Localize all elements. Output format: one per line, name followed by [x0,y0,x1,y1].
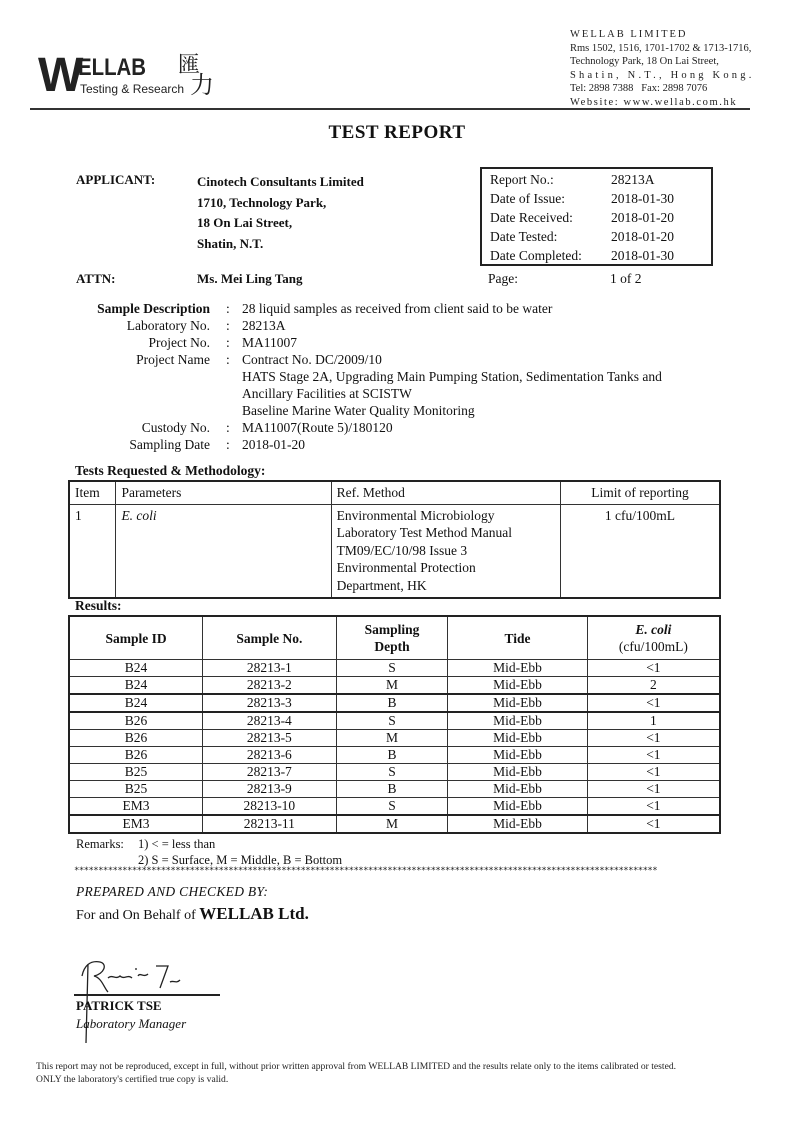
sampling-depth: M [336,730,448,747]
date-tested-value: 2018-01-20 [611,229,674,244]
logo-chinese-2: 力 [190,73,214,99]
sample-no: 28213-11 [203,815,337,833]
sampling-depth: S [336,660,448,677]
sampling-depth: M [336,815,448,833]
col-item: Item [69,481,116,504]
ecoli-count: <1 [587,730,720,747]
company-address-3: Shatin, N.T., Hong Kong. [570,69,755,81]
sample-no: 28213-1 [203,660,337,677]
sample-details [0,300,794,460]
sample-id: B26 [69,747,203,764]
date-of-issue-value: 2018-01-30 [611,191,674,206]
footer-line-2: ONLY the laboratory's certified true copy is valid. [36,1074,229,1085]
company-address-1: Rms 1502, 1516, 1701-1702 & 1713-1716, [570,42,752,54]
tide: Mid-Ebb [448,694,587,712]
applicant-line: 18 On Lai Street, [197,215,293,230]
detail-colon: : [226,318,230,333]
sampling-depth: B [336,747,448,764]
results-row [69,712,720,730]
separator-stars: ************************************************************************************************************************* [74,866,658,876]
page-number: 1 of 2 [610,271,642,286]
tide: Mid-Ebb [448,730,587,747]
logo-brand: ELLAB [78,54,146,81]
report-info-box [480,167,713,266]
sample-id: B25 [69,781,203,798]
tide: Mid-Ebb [448,677,587,695]
limit-of-reporting: 1 cfu/100mL [560,504,720,598]
date-completed-label: Date Completed: [490,248,582,263]
tests-row [69,504,720,598]
logo-tagline: Testing & Research [80,82,185,96]
detail-label: Laboratory No. [126,318,210,333]
sample-id: B24 [69,660,203,677]
sample-no: 28213-9 [203,781,337,798]
logo-chinese-1: 匯 [178,52,201,77]
parameter: E. coli [116,504,331,598]
detail-label: Project No. [148,335,210,350]
applicant-label: APPLICANT: [76,172,156,187]
sampling-depth: B [336,694,448,712]
ecoli-count: <1 [587,798,720,816]
results-row [69,764,720,781]
results-header-row [69,616,720,660]
detail-value: MA11007 [242,335,298,350]
tide: Mid-Ebb [448,815,587,833]
sample-id: B26 [69,712,203,730]
results-row [69,660,720,677]
ecoli-count: <1 [587,781,720,798]
prepared-by-label: PREPARED AND CHECKED BY: [76,884,269,899]
detail-colon: : [226,335,230,350]
col-ecoli [587,616,720,660]
method-line: TM09/EC/10/98 Issue 3 [336,542,468,558]
sample-id: B26 [69,730,203,747]
signer-name: PATRICK TSE [76,998,162,1013]
report-no-label: Report No.: [490,172,554,187]
method-line: Laboratory Test Method Manual [336,525,513,540]
sample-no: 28213-10 [203,798,337,816]
remarks [76,836,343,867]
sample-id: EM3 [69,798,203,816]
detail-value: Contract No. DC/2009/10 [242,352,382,367]
col-sampling-depth [336,616,448,660]
company-name: WELLAB LIMITED [570,29,688,40]
date-received-value: 2018-01-20 [611,210,674,225]
col-limit: Limit of reporting [560,481,720,504]
ecoli-count: <1 [587,660,720,677]
detail-value: 28213A [242,318,286,333]
results-row [69,781,720,798]
sample-no: 28213-3 [203,694,337,712]
page-label: Page: [488,271,518,286]
behalf-company: WELLAB Ltd. [199,904,309,923]
col-ecoli-line-2: (cfu/100mL) [618,639,688,654]
remark-item: 2) S = Surface, M = Middle, B = Bottom [138,853,343,867]
detail-colon: : [226,301,230,316]
company-website: Website: www.wellab.com.hk [570,96,738,108]
sampling-depth: S [336,712,448,730]
detail-colon: : [226,420,230,435]
date-received-label: Date Received: [490,210,573,225]
sampling-depth: B [336,781,448,798]
remarks-label: Remarks: [76,837,124,851]
sample-no: 28213-5 [203,730,337,747]
date-tested-label: Date Tested: [490,229,558,244]
results-row [69,798,720,816]
detail-value: MA11007(Route 5)/180120 [242,420,393,435]
company-address-block [570,28,755,109]
tide: Mid-Ebb [448,712,587,730]
behalf-prefix: For and On Behalf of [76,908,200,923]
date-completed-value: 2018-01-30 [611,248,674,263]
wellab-logo [38,49,218,102]
header-divider [30,108,750,110]
sample-no: 28213-4 [203,712,337,730]
applicant-line: Cinotech Consultants Limited [197,174,364,189]
col-tide: Tide [448,616,587,660]
ecoli-count: <1 [587,694,720,712]
tide: Mid-Ebb [448,764,587,781]
col-depth-line-2: Depth [374,639,410,654]
col-ref-method: Ref. Method [331,481,560,504]
col-ecoli-line-1: E. coli [635,622,672,637]
detail-value: Ancillary Facilities at SCISTW [242,386,412,401]
method-line: Department, HK [336,577,427,593]
on-behalf-of [76,904,309,924]
tests-header-row [69,481,720,504]
ecoli-count: 1 [587,712,720,730]
sample-no: 28213-2 [203,677,337,695]
ref-method [331,504,560,598]
sample-no: 28213-6 [203,747,337,764]
sample-id: EM3 [69,815,203,833]
ecoli-count: <1 [587,747,720,764]
detail-value: Baseline Marine Water Quality Monitoring [242,403,475,418]
results-row [69,730,720,747]
method-line: Environmental Microbiology [336,507,495,523]
detail-value: 28 liquid samples as received from client said to be water [242,301,553,316]
tide: Mid-Ebb [448,781,587,798]
results-heading: Results: [75,598,122,613]
ecoli-count: <1 [587,764,720,781]
applicant-line: Shatin, N.T. [197,235,264,251]
tests-heading: Tests Requested & Methodology: [75,463,266,478]
signer-title: Laboratory Manager [76,1016,187,1031]
applicant-address [197,172,364,254]
page-title: TEST REPORT [328,122,466,143]
detail-colon: : [226,437,230,452]
col-parameters: Parameters [116,481,331,504]
sampling-depth: M [336,677,448,695]
ecoli-count: 2 [587,677,720,695]
col-depth-line-1: Sampling [364,622,420,637]
ecoli-count: <1 [587,815,720,833]
tide: Mid-Ebb [448,660,587,677]
tests-table [68,480,721,599]
detail-label: Sampling Date [129,437,210,452]
results-row [69,694,720,712]
results-table [68,615,721,834]
results-row [69,747,720,764]
footer-disclaimer [36,1060,676,1086]
date-of-issue-label: Date of Issue: [490,191,565,206]
sample-id: B24 [69,694,203,712]
logo-initial: W [38,49,82,102]
sampling-depth: S [336,764,448,781]
signature-line [74,994,220,996]
remark-item: 1) < = less than [138,837,216,851]
footer-line-1: This report may not be reproduced, except in full, without prior written approval from WELLAB LIMITED and the results relate only to the items calibrated or tested. [36,1061,677,1072]
detail-value: 2018-01-20 [242,437,305,452]
detail-label: Custody No. [141,420,210,435]
detail-label: Sample Description [97,301,210,316]
tide: Mid-Ebb [448,798,587,816]
attn-value: Ms. Mei Ling Tang [197,271,303,286]
report-no-value: 28213A [611,172,655,187]
col-sample-id: Sample ID [69,616,203,660]
sampling-depth: S [336,798,448,816]
sample-no: 28213-7 [203,764,337,781]
col-sample-no: Sample No. [203,616,337,660]
method-line: Environmental Protection [336,560,476,575]
results-row [69,677,720,695]
detail-value: HATS Stage 2A, Upgrading Main Pumping Station, Sedimentation Tanks and [242,369,662,384]
item-number: 1 [69,504,116,598]
tide: Mid-Ebb [448,747,587,764]
detail-label: Project Name [136,352,210,367]
sample-id: B25 [69,764,203,781]
company-phone: Tel: 2898 7388 Fax: 2898 7076 [570,83,708,94]
detail-colon: : [226,352,230,367]
attn-label: ATTN: [76,271,116,286]
applicant-line: 1710, Technology Park, [197,194,327,210]
sample-id: B24 [69,677,203,695]
company-address-2: Technology Park, 18 On Lai Street, [570,56,719,67]
results-row [69,815,720,833]
